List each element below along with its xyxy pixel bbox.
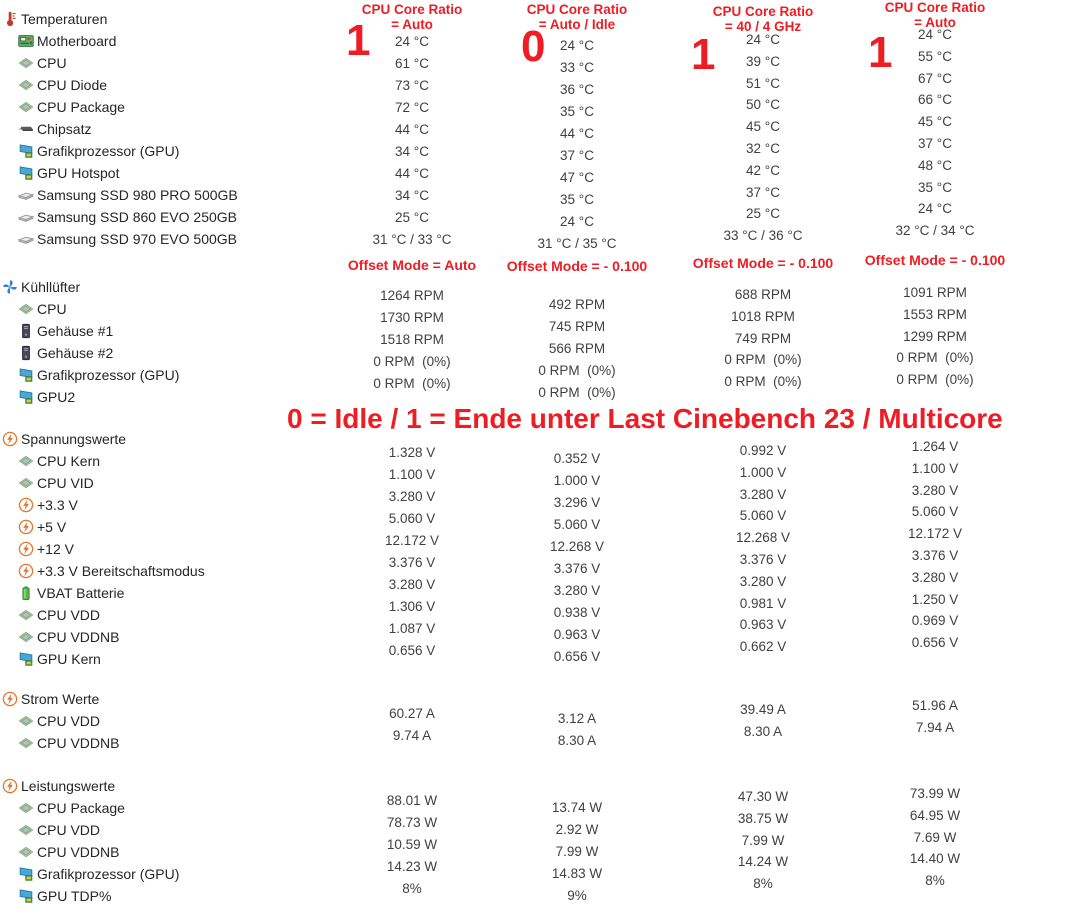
voltage-value: 0.938 V [553,605,601,620]
cpu-icon [18,735,34,751]
temperature-value: 24 °C [918,201,952,217]
sensor-item[interactable] [18,710,238,732]
fan-rpm-value: 0 RPM (0%) [538,385,616,400]
voltage-value: 0.963 V [739,617,787,633]
fan-rpm-value: 0 RPM (0%) [896,372,974,388]
bolt-icon [18,541,34,557]
temperature-value: 33 °C / 36 °C [723,228,803,244]
temperature-value: 45 °C [918,114,952,130]
power-value: 8% [402,881,422,896]
annotation-banner: 0 = Idle / 1 = Ende unter Last Cinebench 23 / Multicore [287,403,1003,434]
item-label: Grafikprozessor (GPU) [37,866,180,882]
sensor-group-header[interactable] [2,688,238,710]
fan-rpm-value: 0 RPM (0%) [724,352,802,368]
gpu-icon [18,165,34,181]
voltage-value: 0.992 V [739,443,787,458]
ssd-icon [18,231,34,247]
temperature-value: 37 °C [918,135,952,151]
ssd-icon [18,187,34,203]
section-label: Spannungswerte [21,431,127,447]
sensor-item[interactable] [18,206,238,228]
thermometer-icon [2,11,18,27]
temperature-value: 31 °C / 35 °C [537,236,617,251]
fan-rpm-value: 0 RPM (0%) [724,374,802,390]
item-label: CPU VDD [37,713,101,729]
power-value: 2.92 W [555,822,599,837]
voltage-value: 1.100 V [388,467,436,482]
temperature-value: 34 °C [395,144,429,159]
power-value: 7.99 W [741,832,785,848]
voltage-value: 3.280 V [388,577,436,592]
sensor-group [2,428,238,670]
voltage-value: 0.662 V [739,639,787,655]
voltage-value: 0.656 V [388,643,436,658]
cpu-icon [18,800,34,816]
bolt-icon [18,497,34,513]
sensor-item[interactable] [18,538,238,560]
fan-values [338,285,486,395]
voltage-values [855,436,1015,654]
temperature-value: 73 °C [395,78,429,93]
run-marker: 1 [346,16,371,65]
voltage-value: 3.376 V [388,555,436,570]
voltage-value: 12.172 V [907,526,963,542]
sensor-item[interactable] [18,626,238,648]
section-items [2,797,238,907]
column-header-line2: = Auto [391,17,433,32]
bolt-icon [2,778,18,794]
temperature-value: 35 °C [560,104,594,119]
voltage-value: 3.376 V [911,547,959,563]
section-label: Strom Werte [21,691,100,707]
column-header-line1: CPU Core Ratio [361,2,463,17]
fan-rpm-value: 0 RPM (0%) [373,354,451,369]
sensor-item[interactable] [18,863,238,885]
voltage-value: 0.656 V [553,649,601,664]
temperature-value: 51 °C [746,75,780,91]
current-value: 51.96 A [912,698,958,713]
bolt-icon [2,431,18,447]
temperature-value: 45 °C [746,119,780,135]
sensor-item[interactable] [18,386,238,408]
temperature-value: 44 °C [395,122,429,137]
temperature-value: 44 °C [560,126,594,141]
temperature-value: 55 °C [918,48,952,64]
voltage-value: 3.376 V [553,561,601,576]
sensor-group-header[interactable] [2,276,238,298]
item-label: GPU TDP% [37,888,112,904]
item-label: Chipsatz [37,121,92,137]
item-label: CPU VID [37,475,94,491]
current-value: 9.74 A [392,728,432,743]
current-value: 3.12 A [557,711,597,726]
cpu-icon [18,475,34,491]
temperature-value: 37 °C [746,184,780,200]
fan-rpm-value: 0 RPM (0%) [538,363,616,378]
bolt-icon [2,691,18,707]
power-values [338,790,486,900]
fan-rpm-value: 688 RPM [734,287,792,302]
case-icon [18,323,34,339]
fan-rpm-value: 566 RPM [548,341,606,356]
voltage-value: 5.060 V [388,511,436,526]
item-label: CPU Package [37,800,125,816]
temperature-value: 72 °C [395,100,429,115]
voltage-value: 0.656 V [911,635,959,651]
sensor-item[interactable] [18,732,238,754]
item-label: Samsung SSD 980 PRO 500GB [37,187,238,203]
current-value: 8.30 A [557,733,597,748]
temperature-value: 34 °C [395,188,429,203]
power-value: 78.73 W [386,815,438,830]
current-values [503,708,651,752]
battery-icon [18,585,34,601]
temperature-value: 61 °C [395,56,429,71]
sensor-group [2,8,238,250]
temperature-value: 47 °C [560,170,594,185]
temperature-value: 44 °C [395,166,429,181]
voltage-value: 3.280 V [739,486,787,502]
fan-rpm-value: 1264 RPM [380,288,444,303]
section-label: Temperaturen [21,11,108,27]
case-icon [18,345,34,361]
run-marker: 1 [691,30,716,79]
item-label: Motherboard [37,33,117,49]
fan-values [503,294,651,404]
sensor-group-header[interactable] [2,428,238,450]
sensor-item[interactable] [18,228,238,250]
power-values [855,783,1015,892]
temperature-values [338,31,486,251]
voltage-value: 0.969 V [911,613,959,629]
voltage-value: 3.280 V [739,573,787,589]
section-items [2,30,238,250]
power-value: 47.30 W [737,789,789,804]
temperature-value: 24 °C [918,27,952,42]
cpu-icon [18,77,34,93]
power-value: 38.75 W [737,810,789,826]
voltage-value: 5.060 V [553,517,601,532]
voltage-values [688,440,838,658]
item-label: CPU VDD [37,607,101,623]
gpu-icon [18,866,34,882]
fan-rpm-value: 1553 RPM [903,306,967,322]
voltage-value: 0.352 V [553,451,601,466]
item-label: Samsung SSD 860 EVO 250GB [37,209,237,225]
voltage-value: 12.268 V [735,530,791,546]
voltage-value: 3.376 V [739,551,787,567]
sensor-item[interactable] [18,472,238,494]
voltage-values [338,442,486,662]
item-label: CPU VDD [37,822,101,838]
temperature-value: 42 °C [746,162,780,178]
fan-rpm-value: 1091 RPM [903,285,967,300]
sensor-item[interactable] [18,819,238,841]
measurement-column [688,0,838,919]
measurement-column [503,0,651,919]
sensor-item[interactable] [18,140,238,162]
cpu-icon [18,453,34,469]
power-value: 7.69 W [913,829,957,845]
power-values [688,786,838,895]
sensor-item[interactable] [18,885,238,907]
voltage-value: 1.000 V [553,473,601,488]
item-label: +3.3 V Bereitschaftsmodus [37,563,205,579]
temperature-value: 31 °C / 33 °C [372,232,452,247]
item-label: GPU Kern [37,651,101,667]
fan-rpm-value: 1730 RPM [380,310,444,325]
measurement-column [855,0,1015,919]
sensor-item[interactable] [18,450,238,472]
temperature-value: 24 °C [560,38,594,53]
sensor-item[interactable] [18,162,238,184]
item-label: CPU Package [37,99,125,115]
sensor-group [2,688,238,754]
power-value: 14.24 W [737,854,789,870]
bolt-icon [18,519,34,535]
current-value: 60.27 A [389,706,435,721]
sensor-item[interactable] [18,648,238,670]
temperature-value: 39 °C [746,53,780,69]
sensor-item[interactable] [18,604,238,626]
gpu-icon [18,389,34,405]
sensor-item[interactable] [18,184,238,206]
voltage-value: 1.328 V [388,445,436,460]
sensor-item[interactable] [18,364,238,386]
item-label: Gehäuse #1 [37,323,114,339]
current-value: 7.94 A [915,719,955,735]
offset-mode-label: Offset Mode = - 0.100 [506,258,648,274]
temperature-value: 67 °C [918,70,952,86]
current-value: 39.49 A [740,702,786,717]
current-value: 8.30 A [743,723,783,739]
item-label: VBAT Batterie [37,585,125,601]
temperature-value: 35 °C [560,192,594,207]
item-label: GPU2 [37,389,76,405]
cpu-icon [18,629,34,645]
item-label: CPU VDDNB [37,735,120,751]
item-label: CPU VDDNB [37,629,120,645]
item-label: GPU Hotspot [37,165,120,181]
cpu-icon [18,55,34,71]
cpu-icon [18,844,34,860]
current-values [688,699,838,743]
voltage-value: 1.306 V [388,599,436,614]
voltage-value: 3.280 V [388,489,436,504]
sensor-item[interactable] [18,582,238,604]
power-value: 73.99 W [909,786,961,801]
column-header-line1: CPU Core Ratio [526,2,628,17]
voltage-value: 5.060 V [911,504,959,520]
sensor-item[interactable] [18,516,238,538]
fan-values [688,284,838,393]
temperature-value: 66 °C [918,92,952,108]
sensor-item[interactable] [18,494,238,516]
item-label: +12 V [37,541,74,557]
run-marker: 1 [868,28,893,77]
temperature-value: 50 °C [746,97,780,113]
voltage-value: 0.963 V [553,627,601,642]
fan-rpm-value: 749 RPM [734,330,792,346]
temperature-value: 24 °C [395,34,429,49]
run-marker: 0 [521,22,546,71]
column-header-line2: = Auto / Idle [538,17,616,32]
item-label: CPU [37,55,67,71]
sensor-item[interactable] [18,560,238,582]
motherboard-icon [18,33,34,49]
column-header-line1: CPU Core Ratio [712,4,814,19]
power-value: 14.23 W [386,859,438,874]
sensor-group [2,775,238,907]
item-label: Grafikprozessor (GPU) [37,143,180,159]
temperature-value: 36 °C [560,82,594,97]
voltage-value: 3.280 V [911,569,959,585]
temperature-value: 24 °C [746,32,780,47]
fan-rpm-value: 1018 RPM [731,308,795,324]
temperature-value: 24 °C [560,214,594,229]
power-value: 64.95 W [909,807,961,823]
measurement-column [338,0,486,919]
voltage-value: 1.250 V [911,591,959,607]
sensor-group-header[interactable] [2,775,238,797]
item-label: Samsung SSD 970 EVO 500GB [37,231,237,247]
voltage-value: 1.264 V [911,439,959,454]
chipset-icon [18,121,34,137]
item-label: +3.3 V [37,497,78,513]
voltage-value: 3.296 V [553,495,601,510]
voltage-value: 3.280 V [553,583,601,598]
voltage-value: 1.000 V [739,464,787,480]
section-items [2,450,238,670]
item-label: Gehäuse #2 [37,345,114,361]
sensor-item[interactable] [18,298,238,320]
section-items [2,710,238,754]
sensor-item[interactable] [18,30,238,52]
cpu-icon [18,301,34,317]
temperature-value: 25 °C [395,210,429,225]
sensor-item[interactable] [18,96,238,118]
temperature-value: 32 °C [746,140,780,156]
fan-values [855,282,1015,391]
power-value: 9% [567,888,587,903]
sensor-tree [2,8,238,907]
power-value: 14.83 W [551,866,603,881]
item-label: CPU Kern [37,453,101,469]
power-value: 88.01 W [386,793,438,808]
sensor-item[interactable] [18,342,238,364]
offset-mode-label: Offset Mode = - 0.100 [864,252,1006,268]
sensor-item[interactable] [18,118,238,140]
power-values [503,797,651,907]
sensor-item[interactable] [18,52,238,74]
sensor-item[interactable] [18,74,238,96]
temperature-values [855,24,1015,242]
item-label: CPU Diode [37,77,108,93]
gpu-icon [18,888,34,904]
sensor-item[interactable] [18,841,238,863]
power-value: 7.99 W [555,844,599,859]
sensor-item[interactable] [18,797,238,819]
item-label: CPU VDDNB [37,844,120,860]
gpu-icon [18,367,34,383]
voltage-value: 12.172 V [384,533,440,548]
cpu-icon [18,822,34,838]
voltage-values [503,448,651,668]
fan-rpm-value: 492 RPM [548,297,606,312]
bolt-icon [18,563,34,579]
column-header-line1: CPU Core Ratio [884,0,986,15]
item-label: +5 V [37,519,67,535]
item-label: CPU [37,301,67,317]
temperature-values [688,29,838,247]
voltage-value: 0.981 V [739,595,787,611]
power-value: 14.40 W [909,851,961,867]
temperature-value: 25 °C [746,206,780,222]
item-label: Grafikprozessor (GPU) [37,367,180,383]
offset-mode-label: Offset Mode = Auto [347,257,477,273]
temperature-value: 35 °C [918,179,952,195]
column-header-line2: = 40 / 4 GHz [724,19,802,34]
fan-rpm-value: 745 RPM [548,319,606,334]
temperature-value: 48 °C [918,157,952,173]
voltage-value: 5.060 V [739,508,787,524]
section-label: Kühllüfter [21,279,81,295]
voltage-value: 3.280 V [911,482,959,498]
offset-mode-label: Offset Mode = - 0.100 [692,255,834,271]
power-value: 13.74 W [551,800,603,815]
gpu-icon [18,651,34,667]
current-values [338,703,486,747]
sensor-group-header[interactable] [2,8,238,30]
sensor-item[interactable] [18,320,238,342]
ssd-icon [18,209,34,225]
column-header-line2: = Auto [914,15,956,30]
fan-rpm-value: 0 RPM (0%) [896,350,974,366]
voltage-value: 1.100 V [911,460,959,476]
section-items [2,298,238,408]
temperature-value: 33 °C [560,60,594,75]
voltage-value: 1.087 V [388,621,436,636]
current-values [855,695,1015,739]
voltage-value: 12.268 V [549,539,605,554]
temperature-value: 37 °C [560,148,594,163]
temperature-value: 32 °C / 34 °C [895,223,975,239]
cpu-icon [18,713,34,729]
sensor-group [2,276,238,408]
power-value: 8% [753,876,773,892]
gpu-icon [18,143,34,159]
temperature-values [503,35,651,255]
power-value: 10.59 W [386,837,438,852]
fan-icon [2,279,18,295]
section-label: Leistungswerte [21,778,116,794]
power-value: 8% [925,873,945,889]
fan-rpm-value: 0 RPM (0%) [373,376,451,391]
fan-rpm-value: 1299 RPM [903,328,967,344]
cpu-icon [18,99,34,115]
cpu-icon [18,607,34,623]
fan-rpm-value: 1518 RPM [380,332,444,347]
